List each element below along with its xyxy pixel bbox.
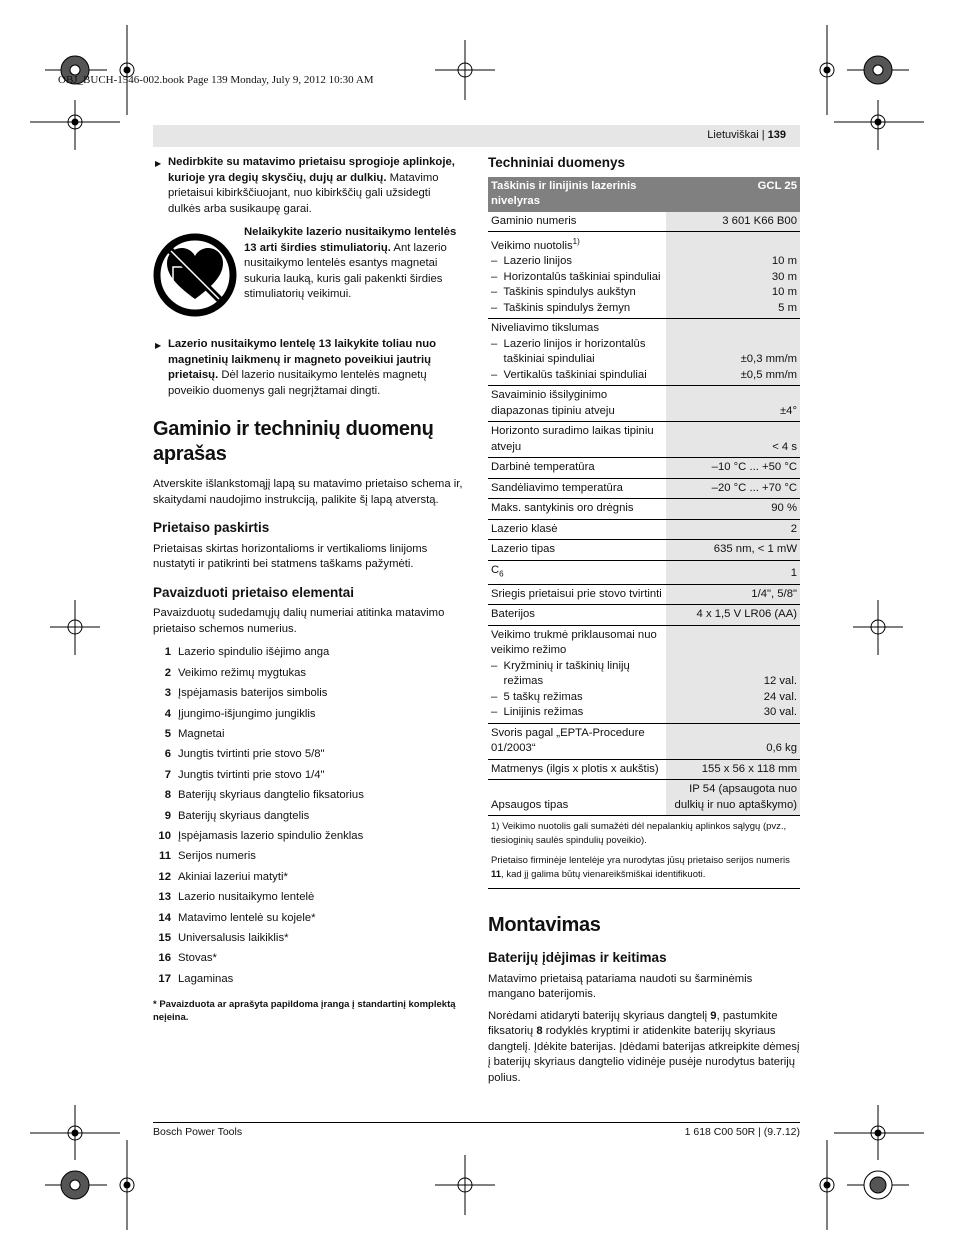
list-item	[153, 888, 463, 908]
spec-value: 2	[666, 519, 800, 540]
spec-sub-label: – Horizontalūs taškiniai spinduliai	[491, 270, 661, 283]
purpose-text: Prietaisas skirtas horizontalioms ir vertikalioms linijoms nustatyti ir patikrinti bei statmens taškams pažymėti.	[153, 542, 428, 570]
item-label: Jungtis tvirtinti prie stovo 1/4"	[178, 768, 325, 781]
item-number: 13	[158, 891, 171, 904]
spec-label-text: Matmenys (ilgis x plotis x aukštis)	[491, 762, 659, 775]
table-row	[488, 780, 800, 816]
safety-bullet-magnetic	[153, 337, 463, 399]
spec-label	[488, 232, 666, 319]
spec-value: 3 601 K66 B00	[666, 212, 800, 232]
item-number: 3	[164, 687, 171, 700]
spec-label	[488, 605, 666, 626]
spec-value	[666, 625, 800, 723]
list-item	[153, 928, 463, 948]
table-header-product: Taškinis ir linijinis lazerinis nivelyras	[488, 177, 666, 212]
spec-value: 155 x 56 x 118 mm	[666, 759, 800, 780]
table-row	[488, 232, 800, 319]
spec-label	[488, 478, 666, 499]
section-title-assembly: Montavimas	[488, 914, 601, 937]
item-number: 16	[158, 952, 171, 965]
safety-bullet-explosive	[153, 155, 463, 217]
spec-sub-value: 30 m	[771, 270, 797, 283]
subscript: 6	[499, 569, 504, 579]
text: , pastumkite fiksatorių	[488, 1009, 778, 1038]
spec-sub-label: – 5 taškų režimas	[491, 690, 583, 703]
spec-label-text: Darbinė temperatūra	[491, 461, 595, 474]
list-item	[153, 949, 463, 969]
item-number: 12	[158, 870, 171, 883]
warning-bold: Nelaikykite lazerio nusitaikymo lentelės 13 arti širdies stimuliatorių.	[244, 226, 457, 254]
spec-sub-value: 30 val.	[763, 706, 797, 719]
spec-value: 90 %	[666, 499, 800, 520]
heading-elements: Pavaizduoti prietaiso elementai	[153, 584, 355, 600]
item-label: Įspėjamasis lazerio spindulio ženklas	[178, 829, 364, 842]
spec-sub-value: 10 m	[771, 286, 797, 299]
spec-label	[488, 519, 666, 540]
table-row	[488, 584, 800, 605]
page-indicator	[707, 129, 786, 141]
spec-label-text: Maks. santykinis oro drėgnis	[491, 502, 634, 515]
language-label: Lietuviškai	[707, 129, 759, 141]
item-label: Įspėjamasis baterijos simbolis	[178, 687, 328, 700]
item-number: 2	[164, 666, 171, 679]
spec-value: 4 x 1,5 V LR06 (AA)	[666, 605, 800, 626]
spec-sub-value: ±0,3 mm/m	[740, 353, 797, 366]
item-label: Baterijų skyriaus dangtelio fiksatorius	[178, 789, 364, 802]
book-header: OBJ_BUCH-1546-002.book Page 139 Monday, July 9, 2012 10:30 AM	[58, 74, 374, 86]
spec-label-text: Sriegis prietaisui prie stovo tvirtinti	[491, 587, 662, 600]
spec-label-text: Niveliavimo tikslumas	[491, 322, 599, 335]
pacemaker-warning	[153, 225, 463, 325]
bullet-bold: Lazerio nusitaikymo lentelę 13 laikykite toliau nuo magnetinių laikmenų ir magneto poveikiui jautrių prietaisų.	[168, 338, 437, 381]
list-item	[153, 786, 463, 806]
spec-label	[488, 212, 666, 232]
table-row	[488, 519, 800, 540]
table-row	[488, 723, 800, 759]
spec-value: –10 °C ... +50 °C	[666, 458, 800, 479]
spec-sub-label: režimas	[491, 675, 544, 688]
item-number: 11	[159, 850, 171, 863]
table-row	[488, 422, 800, 458]
battery-text-2	[488, 1009, 800, 1087]
right-column	[488, 155, 800, 1092]
list-item	[153, 847, 463, 867]
spec-sub-label: – Kryžminių ir taškinių linijų	[491, 659, 630, 672]
item-number: 8	[164, 789, 171, 802]
spec-label	[488, 422, 666, 458]
item-number: 6	[164, 748, 171, 761]
bullet-text: Dėl lazerio nusitaikymo lentelės magnetų poveikio duomenys gali negrįžtamai dingti.	[168, 369, 427, 397]
spec-sub-label: – Vertikalūs taškiniai spinduliai	[491, 368, 647, 381]
spec-label-text: Baterijos	[491, 608, 535, 621]
spec-sub-value: 10 m	[771, 255, 797, 268]
spec-value: 635 nm, < 1 mW	[666, 540, 800, 561]
spec-value: 1	[666, 560, 800, 584]
item-label: Įjungimo-išjungimo jungiklis	[178, 707, 316, 720]
table-row	[488, 458, 800, 479]
item-number: 1	[164, 646, 171, 659]
pacemaker-warning-text	[244, 225, 464, 303]
item-number: 14	[158, 911, 171, 924]
item-label: Lagaminas	[178, 972, 234, 985]
item-number: 10	[158, 829, 171, 842]
spec-value: < 4 s	[666, 422, 800, 458]
spec-label-text: Apsaugos tipas	[491, 798, 569, 811]
elements-intro: Pavaizduotų sudedamųjų dalių numeriai atitinka matavimo prietaiso schemos numerius.	[153, 607, 445, 635]
list-item	[153, 827, 463, 847]
spec-label	[488, 723, 666, 759]
list-item	[153, 643, 463, 663]
spec-sub-value	[669, 659, 797, 675]
spec-value: –20 °C ... +70 °C	[666, 478, 800, 499]
list-item	[153, 684, 463, 704]
battery-text-1: Matavimo prietaisą patariama naudoti su šarminėmis mangano baterijomis.	[488, 972, 753, 1001]
item-label: Serijos numeris	[178, 850, 256, 863]
item-label: Universalusis laikiklis*	[178, 931, 289, 944]
spec-value: ±4°	[666, 386, 800, 422]
spec-value: IP 54 (apsaugota nuo dulkių ir nuo aptaškymo)	[666, 780, 800, 816]
heading-batteries: Baterijų įdėjimas ir keitimas	[488, 950, 667, 966]
spec-sub-value: 5 m	[778, 301, 797, 314]
item-label: Veikimo režimų mygtukas	[178, 666, 307, 679]
section-title-description: Gaminio ir techninių duomenų aprašas	[153, 418, 434, 465]
note-ref: 11	[491, 869, 502, 881]
heading-purpose: Prietaiso paskirtis	[153, 520, 270, 535]
spec-sub-label: – Lazerio linijos	[491, 255, 573, 268]
accessory-footnote: * Pavaizduota ar aprašyta papildoma įranga į standartinį komplektą neįeina.	[153, 998, 456, 1023]
footer-code: 1 618 C00 50R | (9.7.12)	[684, 1126, 800, 1138]
list-item	[153, 867, 463, 887]
footer-brand: Bosch Power Tools	[153, 1126, 243, 1138]
list-item	[153, 765, 463, 785]
table-row	[488, 212, 800, 232]
spec-label	[488, 780, 666, 816]
spec-label-text: Gaminio numeris	[491, 214, 577, 227]
spec-value	[666, 319, 800, 386]
page-number: 139	[767, 129, 786, 141]
list-item	[153, 745, 463, 765]
note-text: Prietaiso firminėje lentelėje yra nurodytas jūsų prietaiso serijos numeris	[491, 855, 790, 867]
text: Norėdami atidaryti baterijų skyriaus dangtelį	[488, 1009, 711, 1022]
spec-sub-label: taškiniai spinduliai	[491, 353, 595, 366]
intro-text: Atverskite išlankstomąjį lapą su matavimo prietaiso schema ir, skaitydami naudojimo instrukciją, palikite šį lapą atverstą.	[153, 478, 463, 506]
table-row	[488, 499, 800, 520]
separator: |	[761, 129, 765, 141]
spec-label-text: Sandėliavimo temperatūra	[491, 481, 623, 494]
table-row	[488, 540, 800, 561]
spec-sub-label: – Lazerio linijos ir horizontalūs	[491, 337, 646, 350]
table-row	[488, 386, 800, 422]
spec-label	[488, 458, 666, 479]
list-item	[153, 725, 463, 745]
item-label: Baterijų skyriaus dangtelis	[178, 809, 310, 822]
table-row	[488, 560, 800, 584]
spec-sub-label: – Taškinis spindulys aukštyn	[491, 286, 636, 299]
item-label: Matavimo lentelė su kojele*	[178, 911, 316, 924]
table-note-serial	[488, 852, 800, 889]
spec-label	[488, 584, 666, 605]
table-row	[488, 625, 800, 723]
warning-text: Ant lazerio nusitaikymo lentelės esantys magnetai sukuria lauką, kuris gali pakenkti širdies stimuliatorių veikimui.	[244, 241, 447, 300]
item-number: 4	[164, 707, 171, 720]
spec-label-text: Lazerio klasė	[491, 522, 558, 535]
list-item	[153, 704, 463, 724]
bullet-bold: Nedirbkite su matavimo prietaisu sprogioje aplinkoje, kurioje yra degių skysčių, dujų ar dulkių.	[168, 156, 455, 184]
elements-list	[153, 643, 463, 990]
item-number: 5	[164, 728, 171, 740]
item-label: Akiniai lazeriui matyti*	[178, 870, 288, 883]
ref-number: 8	[536, 1025, 543, 1038]
footnote-marker: 1)	[572, 237, 580, 246]
spec-sub-label: – Taškinis spindulys žemyn	[491, 301, 631, 314]
table-row	[488, 759, 800, 780]
item-label: Lazerio nusitaikymo lentelė	[178, 891, 315, 904]
footer-rule	[153, 1122, 800, 1123]
spec-sub-value: 12 val.	[763, 675, 797, 688]
spec-value: 0,6 kg	[666, 723, 800, 759]
item-number: 7	[164, 768, 171, 781]
spec-label	[488, 625, 666, 723]
text: rodyklės kryptimi ir atidenkite baterijų skyriaus dangtelį. Įdėkite baterijas. Įdėdami baterijas atkreipkite dėmesį į baterijų skyriaus dangtelio vidinėje pusėje nurodytus baterijų polius.	[488, 1025, 800, 1084]
spec-label-text: C	[491, 563, 500, 576]
spec-sub-value	[669, 337, 797, 353]
spec-label-text: Veikimo trukmė priklausomai nuo veikimo režimo	[491, 628, 657, 657]
heading-tech-data: Techniniai duomenys	[488, 155, 626, 170]
ref-number: 9	[710, 1009, 717, 1022]
spec-label-text: Savaiminio išsilyginimo diapazonas tipiniu atveju	[491, 389, 615, 417]
bullet-text: Matavimo prietaisui kibirkščiuojant, nuo kibirkščių gali užsidegti dulkės arba susikaupę garai.	[168, 171, 439, 215]
spec-label	[488, 540, 666, 561]
item-label: Jungtis tvirtinti prie stovo 5/8"	[178, 748, 325, 761]
spec-value	[666, 232, 800, 319]
tech-data-table	[488, 177, 800, 890]
spec-label-text: Lazerio tipas	[491, 543, 556, 556]
item-number: 15	[158, 931, 171, 944]
note-text: , kad jį galima būtų vienareikšmiškai identifikuoti.	[501, 869, 706, 881]
spec-sub-value: 24 val.	[763, 690, 797, 703]
spec-value: 1/4", 5/8"	[666, 584, 800, 605]
table-row	[488, 319, 800, 386]
spec-label	[488, 319, 666, 386]
spec-sub-label: – Linijinis režimas	[491, 706, 584, 719]
item-label: Magnetai	[178, 728, 225, 740]
item-label: Lazerio spindulio išėjimo anga	[178, 646, 330, 659]
table-row	[488, 605, 800, 626]
spec-label	[488, 560, 666, 584]
item-number: 9	[164, 809, 171, 822]
spec-label	[488, 759, 666, 780]
left-column	[153, 155, 463, 1024]
table-header-model: GCL 25	[666, 177, 800, 212]
table-header-row	[488, 177, 800, 212]
no-pacemaker-icon	[153, 233, 237, 317]
table-note-range: 1) Veikimo nuotolis gali sumažėti dėl nepalankių aplinkos sąlygų (pvz., tiesioginių saulės spindulių poveikio).	[491, 821, 787, 847]
spec-label-text: Svoris pagal „EPTA-Procedure 01/2003“	[491, 726, 645, 755]
language-bar	[153, 125, 800, 147]
spec-label-text: Horizonto suradimo laikas tipiniu atveju	[491, 425, 654, 453]
list-item	[153, 908, 463, 928]
spec-label	[488, 499, 666, 520]
list-item	[153, 806, 463, 826]
spec-label-text: Veikimo nuotolis	[491, 239, 573, 252]
table-row	[488, 478, 800, 499]
item-label: Stovas*	[178, 952, 217, 965]
spec-sub-value: ±0,5 mm/m	[740, 368, 797, 381]
item-number: 17	[158, 972, 171, 985]
list-item	[153, 663, 463, 683]
list-item	[153, 969, 463, 989]
spec-label	[488, 386, 666, 422]
